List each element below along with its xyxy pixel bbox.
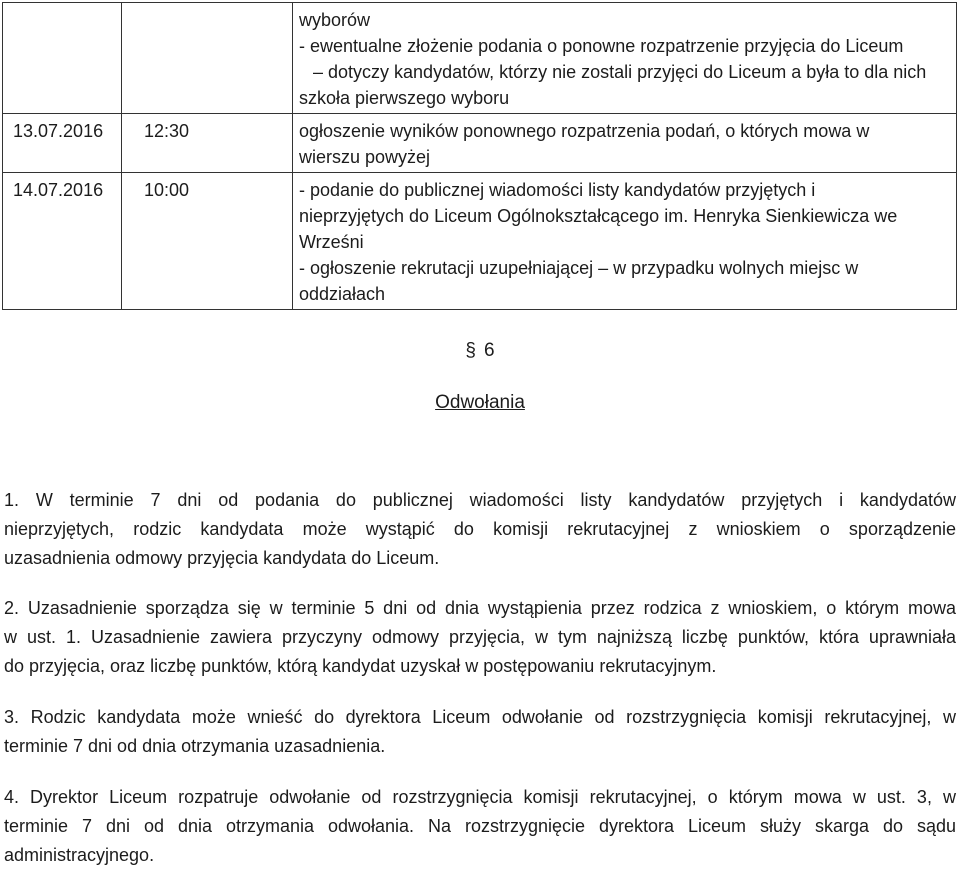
description-line: – dotyczy kandydatów, którzy nie zostali przyjęci do Liceum a była to dla nich	[313, 62, 927, 82]
paragraph-line: nieprzyjętych, rodzic kandydata może wystąpić do komisji rekrutacyjnej z wnioskiem o sporządzenie	[4, 519, 956, 539]
paragraph-line: terminie 7 dni od dnia otrzymania uzasadnienia.	[4, 736, 386, 756]
paragraph-4	[4, 783, 956, 870]
table-row	[3, 173, 957, 310]
description-line: wierszu powyżej	[299, 147, 431, 167]
description-cell	[293, 114, 957, 173]
description-line: nieprzyjętych do Liceum Ogólnokształcącego im. Henryka Sienkiewicza we	[299, 206, 898, 226]
paragraph-line: 4. Dyrektor Liceum rozpatruje odwołanie od rozstrzygnięcia komisji rekrutacyjnej, o którym mowa w ust. 3, w	[4, 787, 956, 807]
description-line: - ogłoszenie rekrutacji uzupełniającej – w przypadku wolnych miejsc w	[299, 258, 859, 278]
paragraph-line: 2. Uzasadnienie sporządza się w terminie 5 dni od dnia wystąpienia przez rodzica z wnioskiem, o którym mowa	[4, 598, 956, 618]
recruitment-schedule-table	[2, 2, 957, 310]
description-line: - podanie do publicznej wiadomości listy kandydatów przyjętych i	[299, 180, 816, 200]
description-cell	[293, 173, 957, 310]
time-cell: 12:30	[122, 114, 293, 173]
description-line: ogłoszenie wyników ponownego rozpatrzenia podań, o których mowa w	[299, 121, 870, 141]
paragraph-line: uzasadnienia odmowy przyjęcia kandydata do Liceum.	[4, 548, 440, 568]
paragraph-line: terminie 7 dni od dnia otrzymania odwołania. Na rozstrzygnięcie dyrektora Liceum służy skarga do sądu	[4, 816, 956, 836]
paragraph-line: do przyjęcia, oraz liczbę punktów, którą kandydat uzyskał w postępowaniu rekrutacyjnym.	[4, 656, 717, 676]
section-number	[0, 340, 960, 362]
time-cell: 10:00	[122, 173, 293, 310]
description-line: oddziałach	[299, 284, 386, 304]
section-title: Odwołania	[435, 392, 525, 413]
description-line: wyborów	[299, 10, 371, 30]
section-sign: §	[465, 340, 476, 361]
description-line: Wrześni	[299, 232, 364, 252]
paragraph-line: 1. W terminie 7 dni od podania do publicznej wiadomości listy kandydatów przyjętych i kandydatów	[4, 490, 956, 510]
description-cell	[293, 3, 957, 114]
paragraph-2	[4, 594, 956, 681]
table-row	[3, 114, 957, 173]
table-row	[3, 3, 957, 114]
description-line: - ewentualne złożenie podania o ponowne rozpatrzenie przyjęcia do Liceum	[299, 36, 904, 56]
paragraph-line: 3. Rodzic kandydata może wnieść do dyrektora Liceum odwołanie od rozstrzygnięcia komisji rekrutacyjnej, w	[4, 707, 956, 727]
time-cell	[122, 3, 293, 114]
description-line: szkoła pierwszego wyboru	[299, 88, 510, 108]
paragraph-line: administracyjnego.	[4, 845, 155, 865]
paragraph-3	[4, 703, 956, 761]
date-cell: 13.07.2016	[3, 114, 122, 173]
paragraph-line: w ust. 1. Uzasadnienie zawiera przyczyny odmowy przyjęcia, w tym najniższą liczbę punktów, która uprawniała	[4, 627, 956, 647]
paragraph-1	[4, 486, 956, 573]
section-number-value: 6	[484, 340, 495, 361]
date-cell	[3, 3, 122, 114]
date-cell: 14.07.2016	[3, 173, 122, 310]
